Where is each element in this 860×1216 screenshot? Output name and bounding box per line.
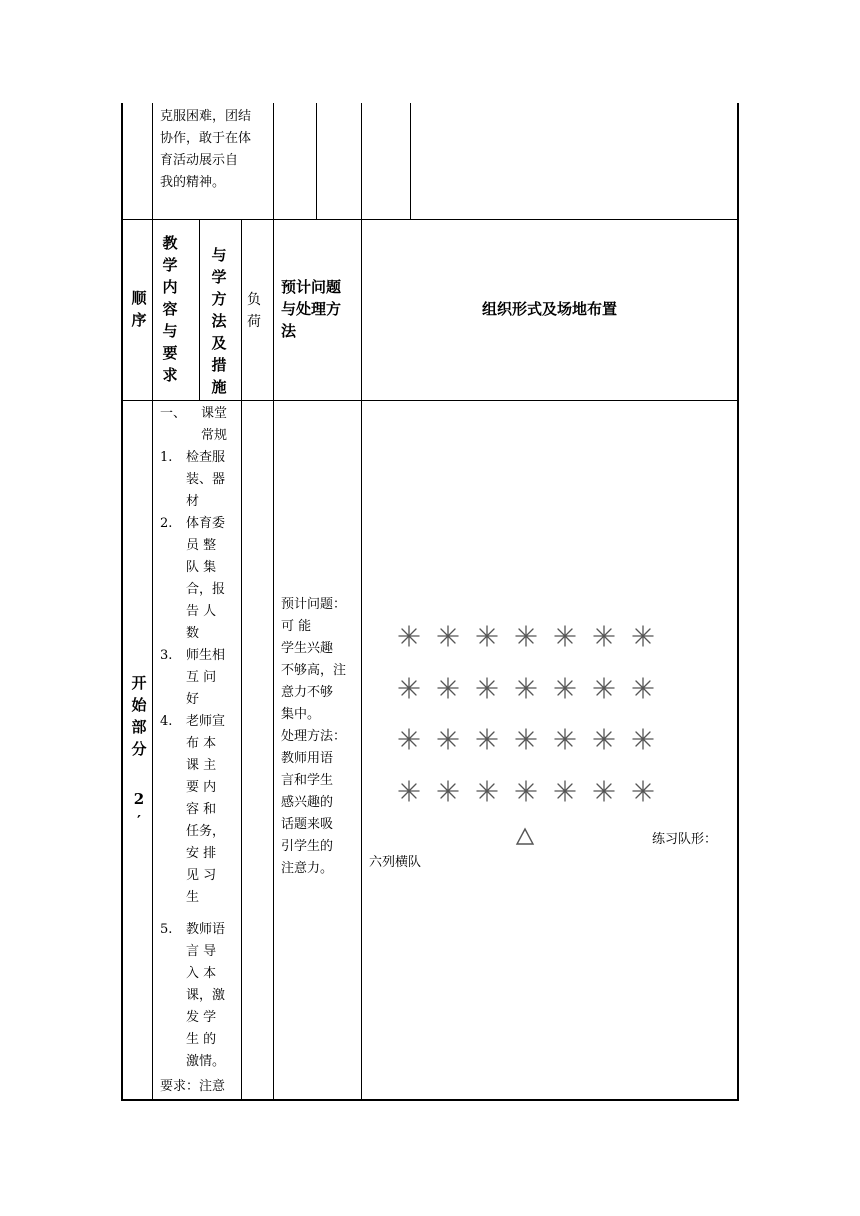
item2-text: 体育委 员 整 队 集 合，报 告 人 数 — [186, 516, 226, 641]
table-left-border — [121, 103, 123, 1100]
hdr-col-line-1 — [152, 219, 153, 1100]
asterisk-star-icon — [553, 779, 577, 803]
content-heading-a: 课堂 — [201, 406, 228, 421]
row-divider-1 — [121, 219, 738, 220]
section-name: 开 始 部 分 — [131, 674, 147, 758]
formation-label-b: 六列横队 — [369, 855, 422, 870]
table-bottom-border — [121, 1099, 739, 1101]
asterisk-star-icon — [475, 779, 499, 803]
formation-star-grid — [397, 624, 667, 814]
content-heading-num: 一、 — [160, 406, 187, 421]
item4-num: 4. — [160, 714, 173, 729]
header-content: 教 学 内 容 与 要 求 — [162, 234, 178, 384]
asterisk-star-icon — [631, 624, 655, 648]
header-method: 与 学 方 法 及 措 施 — [211, 246, 227, 396]
top-col-line-2 — [273, 103, 274, 219]
asterisk-star-icon — [631, 676, 655, 700]
asterisk-star-icon — [553, 676, 577, 700]
header-problems: 预计问题 与处理方 法 — [281, 278, 342, 340]
asterisk-star-icon — [592, 727, 616, 751]
goal-text: 克服困难，团结 协作，敢于在体 育活动展示自 我的精神。 — [160, 109, 252, 190]
top-col-line-5 — [410, 103, 411, 219]
item3-text: 师生相 互 问 好 — [186, 648, 226, 707]
header-organization: 组织形式及场地布置 — [481, 300, 617, 318]
row-divider-2 — [121, 400, 738, 401]
asterisk-star-icon — [397, 779, 421, 803]
asterisk-star-icon — [592, 624, 616, 648]
asterisk-star-icon — [514, 727, 538, 751]
asterisk-star-icon — [436, 779, 460, 803]
hdr-col-line-4 — [273, 219, 274, 1100]
asterisk-star-icon — [436, 624, 460, 648]
asterisk-star-icon — [592, 779, 616, 803]
item4-text: 老师宣 布 本 课 主 要 内 容 和 任务， 安 排 见 习 生 — [186, 714, 226, 905]
asterisk-star-icon — [436, 727, 460, 751]
item1-num: 1. — [160, 450, 173, 465]
item2-num: 2. — [160, 516, 173, 531]
item1-text: 检查服 装、器 材 — [186, 450, 226, 509]
hdr-col-line-5 — [361, 219, 362, 1100]
triangle-icon — [515, 827, 535, 847]
asterisk-star-icon — [397, 676, 421, 700]
asterisk-star-icon — [514, 779, 538, 803]
top-col-line-1 — [152, 103, 153, 219]
item5-text: 教师语 言 导 入 本 课，激 发 学 生 的 激情。 — [186, 922, 226, 1069]
asterisk-star-icon — [436, 676, 460, 700]
asterisk-star-icon — [631, 779, 655, 803]
problems-text: 预计问题： 可 能 学生兴趣 不够高，注 意力不够 集中。 处理方法： 教师用语 言和学生 感兴趣的 话题来吸 引学生的 注意力。 — [281, 597, 347, 876]
asterisk-star-icon — [514, 624, 538, 648]
content-heading-b: 常规 — [201, 428, 228, 443]
asterisk-star-icon — [397, 624, 421, 648]
asterisk-star-icon — [514, 676, 538, 700]
hdr-col-line-2 — [199, 219, 200, 400]
header-load: 负 荷 — [247, 292, 261, 330]
formation-label-a: 练习队形： — [652, 832, 718, 847]
asterisk-star-icon — [475, 624, 499, 648]
asterisk-star-icon — [397, 727, 421, 751]
asterisk-star-icon — [631, 727, 655, 751]
header-order: 顺 序 — [131, 289, 147, 329]
asterisk-star-icon — [553, 727, 577, 751]
item5-num: 5. — [160, 922, 173, 937]
top-col-line-4 — [361, 103, 362, 219]
asterisk-star-icon — [553, 624, 577, 648]
requirement-text: 要求：注意 — [160, 1079, 226, 1094]
asterisk-star-icon — [475, 727, 499, 751]
top-col-line-3 — [316, 103, 317, 219]
section-duration: 2 ′ — [133, 790, 145, 830]
asterisk-star-icon — [475, 676, 499, 700]
item3-num: 3. — [160, 648, 173, 663]
asterisk-star-icon — [592, 676, 616, 700]
table-right-border — [737, 103, 739, 1100]
